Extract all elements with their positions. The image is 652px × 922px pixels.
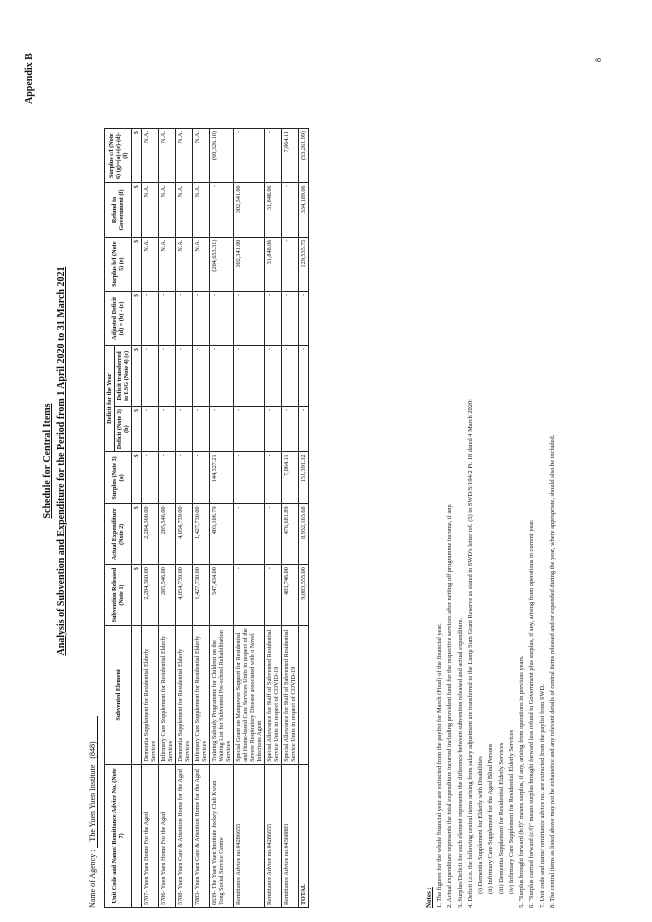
cell-element: Special Grant on Manpower Support for Residential and Home-based Care Services Units in respect of the Severe Respiratory Disease associated with a Novel Infectious Agent xyxy=(234,625,265,764)
cell-unit: 6639- The Yuen Yuen Institute Jockey Club Kwun Tong Social Service Centre xyxy=(210,764,234,907)
cell-released: 285,546.00 xyxy=(159,565,176,626)
note-item: 5. "Surplus brought forward (b/f)" means surplus, if any, arising from operations in previous years. xyxy=(518,655,526,908)
cell-adjusted: - xyxy=(176,291,193,345)
currency-cell: $ xyxy=(132,346,142,407)
total-label: TOTAL xyxy=(299,764,309,907)
cell-element: Special Allowance for Staff of Subvented Residential Service Units in respect of COVID-19 xyxy=(282,625,299,764)
table-row xyxy=(265,129,282,908)
note-item: (i) Dementia Supplement for Elderly with Disabilities xyxy=(477,756,485,894)
total-cf: (53,261.99) xyxy=(299,129,309,183)
cell-unit: Remittance Advice no.#4368883 xyxy=(282,764,299,907)
table-row xyxy=(210,129,234,908)
cell-released: 2,284,360.00 xyxy=(142,565,159,626)
cell-deficit: - xyxy=(282,406,299,452)
cell-unit: 5707- Yuen Yuen Home For the Aged xyxy=(142,764,159,907)
agency-line xyxy=(88,716,98,908)
col-adjusted-deficit: Adjusted Deficit (d) = (b) - (c) xyxy=(105,291,132,345)
cell-actual: 2,284,360.00 xyxy=(142,504,159,565)
cell-lsg: - xyxy=(142,346,159,407)
cell-element: Infirmary Care Supplement for Residential Elderly Services xyxy=(193,625,210,764)
cell-bf: N.A. xyxy=(193,237,210,291)
agency-label: Name of Agency : xyxy=(88,849,97,908)
agency-name: The Yuen Yuen Institute (848) xyxy=(88,716,98,848)
total-surplus: 151,391.32 xyxy=(299,452,309,504)
cell-adjusted: - xyxy=(210,291,234,345)
cell-actual: - xyxy=(234,504,265,565)
cell-cf: N.A. xyxy=(176,129,193,183)
cell-deficit: - xyxy=(265,406,282,452)
cell-released: - xyxy=(265,565,282,626)
cell-cf: 7,064.11 xyxy=(282,129,299,183)
cell-deficit: - xyxy=(142,406,159,452)
schedule-subtitle: Analysis of Subvention and Expenditure for the Period from 1 April 2020 to 31 March 2021 xyxy=(56,266,67,656)
col-actual-expenditure: Actual Expenditure (Note 2) xyxy=(105,504,132,565)
col-unit-code: Unit Code and Name/ Remittance Advice No. (Note 7) xyxy=(105,764,132,907)
cell-actual: 285,546.00 xyxy=(159,504,176,565)
cell-unit: Remittance Advice no.#4286655 xyxy=(265,764,282,907)
cell-released: 4,054,739.00 xyxy=(176,565,193,626)
cell-actual: 4,054,739.00 xyxy=(176,504,193,565)
cell-element: Dementia Supplement for Residential Elderly Services xyxy=(176,625,193,764)
cell-bf: N.A. xyxy=(159,237,176,291)
cell-cf: N.A. xyxy=(193,129,210,183)
currency-cell: $ xyxy=(132,237,142,291)
notes-heading: Notes : xyxy=(425,887,433,908)
cell-bf: - xyxy=(282,237,299,291)
total-refund: 334,189.06 xyxy=(299,183,309,237)
cell-adjusted: - xyxy=(193,291,210,345)
total-actual: 8,932,163.68 xyxy=(299,504,309,565)
cell-lsg: - xyxy=(210,346,234,407)
cell-adjusted: - xyxy=(265,291,282,345)
cell-deficit: - xyxy=(234,406,265,452)
cell-actual: 1,427,730.00 xyxy=(193,504,210,565)
col-subvented-element: Subvented Element xyxy=(105,625,132,764)
cell-surplus: - xyxy=(142,452,159,504)
currency-cell: $ xyxy=(132,291,142,345)
cell-element: Infirmary Care Supplement for Residential Elderly Services xyxy=(159,625,176,764)
note-item: (iii) Dementia Supplement for Residential Elderly Services xyxy=(497,742,505,894)
table-row xyxy=(142,129,159,908)
cell-deficit: - xyxy=(210,406,234,452)
cell-lsg: - xyxy=(176,346,193,407)
cell-refund: - xyxy=(210,183,234,237)
cell-deficit: - xyxy=(159,406,176,452)
cell-refund: N.A. xyxy=(142,183,159,237)
cell-bf: 302,341.00 xyxy=(234,237,265,291)
cell-surplus: - xyxy=(159,452,176,504)
note-item: (iv) Infirmary Care Supplement for Residential Elderly Services xyxy=(507,729,515,894)
note-item: 7. Unit code and name/ remittance advice no. are extracted from the paylist from SWD. xyxy=(538,684,546,908)
page-number: 8 xyxy=(594,58,603,62)
cell-released: 1,427,730.00 xyxy=(193,565,210,626)
cell-surplus: - xyxy=(193,452,210,504)
header-row-1 xyxy=(105,129,115,908)
cell-bf: N.A. xyxy=(142,237,159,291)
cell-refund: N.A. xyxy=(176,183,193,237)
notes-section xyxy=(424,28,558,908)
cell-cf: - xyxy=(265,129,282,183)
cell-refund: 31,848.06 xyxy=(265,183,282,237)
cell-surplus: 144,327.21 xyxy=(210,452,234,504)
schedule-title: Schedule for Central Items xyxy=(42,403,53,519)
note-item: 4. Deficit i.r.o. the following central items arising from salary adjustment are transferred to the Lump Sum Grant Reserve as stated in SWD's letter ref. (5) in SWD/S/104/2 Pt. 18 dated 4 March 2020: xyxy=(466,399,474,908)
total-deficit: - xyxy=(299,406,309,452)
total-row xyxy=(299,129,309,908)
central-items-table xyxy=(104,128,309,908)
col-surplus: Surplus (Note 3) (a) xyxy=(105,452,132,504)
cell-unit: 5706- Yuen Yuen Home For the Aged xyxy=(159,764,176,907)
cell-cf: (60,326.10) xyxy=(210,129,234,183)
total-bf: 129,535.75 xyxy=(299,237,309,291)
col-deficit: Deficit (Note 3) (b) xyxy=(115,406,132,452)
appendix-label: Appendix B xyxy=(24,53,35,104)
cell-cf: N.A. xyxy=(159,129,176,183)
cell-surplus: - xyxy=(265,452,282,504)
cell-lsg: - xyxy=(159,346,176,407)
cell-released: 547,434.00 xyxy=(210,565,234,626)
total-adjusted: - xyxy=(299,291,309,345)
note-item: 3. Surplus/Deficit for each element represents the difference between subvention released and actual expenditure. xyxy=(456,617,464,908)
cell-surplus: - xyxy=(234,452,265,504)
cell-actual: - xyxy=(265,504,282,565)
cell-adjusted: - xyxy=(159,291,176,345)
note-item: 8. The central items as listed above may not be exhaustive and any relevant details of central items released and/or expended during the year, where appropriate, should also be included. xyxy=(548,434,556,908)
cell-lsg: - xyxy=(282,346,299,407)
table-row xyxy=(234,129,265,908)
note-item: (ii) Infirmary Care Supplement for the Aged Blind Persons xyxy=(487,743,495,894)
cell-surplus: 7,064.11 xyxy=(282,452,299,504)
table-row xyxy=(193,129,210,908)
cell-lsg: - xyxy=(265,346,282,407)
table-row xyxy=(176,129,193,908)
cell-bf: 31,848.06 xyxy=(265,237,282,291)
col-subvention-released: Subvention Released (Note 1) xyxy=(105,565,132,626)
cell-adjusted: - xyxy=(234,291,265,345)
col-group-deficit-for-year: Deficit for the Year xyxy=(105,346,115,452)
total-released: 9,083,555.00 xyxy=(299,565,309,626)
table-body xyxy=(132,129,309,908)
cell-bf: N.A. xyxy=(176,237,193,291)
cell-refund: N.A. xyxy=(193,183,210,237)
col-surplus-bf: Surplus b/f (Note 5) (e) xyxy=(105,237,132,291)
cell-cf: N.A. xyxy=(142,129,159,183)
cell-surplus: - xyxy=(176,452,193,504)
cell-deficit: - xyxy=(193,406,210,452)
cell-bf: (204,653.31) xyxy=(210,237,234,291)
cell-unit: Remittance Advice no.#4286655 xyxy=(234,764,265,907)
cell-cf: - xyxy=(234,129,265,183)
cell-element: Training Subsidy Programme for Children on the Waiting List for Subvented Pre-school Rehabilitation Services xyxy=(210,625,234,764)
table-row xyxy=(159,129,176,908)
currency-cell: $ xyxy=(132,129,142,183)
note-item: 2. Actual expenditure represents the total expenditure incurred including provident fund for the respective services after netting off programme income, if any. xyxy=(446,503,454,908)
cell-released: 483,746.00 xyxy=(282,565,299,626)
cell-element: Special Allowance for Staff of Subvented Residential Service Units in respect of COVID-19 xyxy=(265,625,282,764)
cell-refund: - xyxy=(282,183,299,237)
cell-actual: 476,681.89 xyxy=(282,504,299,565)
cell-refund: 302,341.00 xyxy=(234,183,265,237)
currency-cell: $ xyxy=(132,406,142,452)
cell-element: Dementia Supplement for Residential Elderly Services xyxy=(142,625,159,764)
cell-actual: 403,106.79 xyxy=(210,504,234,565)
note-item: 1. The figures for the whole financial year are extracted from the paylist for March (Final) of the financial year. xyxy=(436,623,444,908)
cell-lsg: - xyxy=(234,346,265,407)
table-row xyxy=(282,129,299,908)
col-surplus-cf: Surplus c/f (Note 6) (g)=(a)+(e)-(d)-(f) xyxy=(105,129,132,183)
currency-cell: $ xyxy=(132,504,142,565)
total-lsg: - xyxy=(299,346,309,407)
cell-adjusted: - xyxy=(282,291,299,345)
cell-adjusted: - xyxy=(142,291,159,345)
col-deficit-lsg: Deficit transferred to LSG (Note 4) (c) xyxy=(115,346,132,407)
col-refund: Refund to Government (f) xyxy=(105,183,132,237)
currency-cell: $ xyxy=(132,452,142,504)
currency-cell: $ xyxy=(132,565,142,626)
cell-unit: 5708- Yuen Yuen Care & Attention Home for the Aged xyxy=(176,764,193,907)
cell-released: - xyxy=(234,565,265,626)
cell-deficit: - xyxy=(176,406,193,452)
currency-cell: $ xyxy=(132,183,142,237)
cell-refund: N.A. xyxy=(159,183,176,237)
cell-unit: 7883- Yuen Yuen Care & Attention Home for the Aged xyxy=(193,764,210,907)
cell-lsg: - xyxy=(193,346,210,407)
currency-row xyxy=(132,129,142,908)
note-item: 6. "Surplus carried forward (c/f)" means surplus brought forward less refund to Government plus surplus, if any, arising from operations in current year. xyxy=(528,519,536,908)
